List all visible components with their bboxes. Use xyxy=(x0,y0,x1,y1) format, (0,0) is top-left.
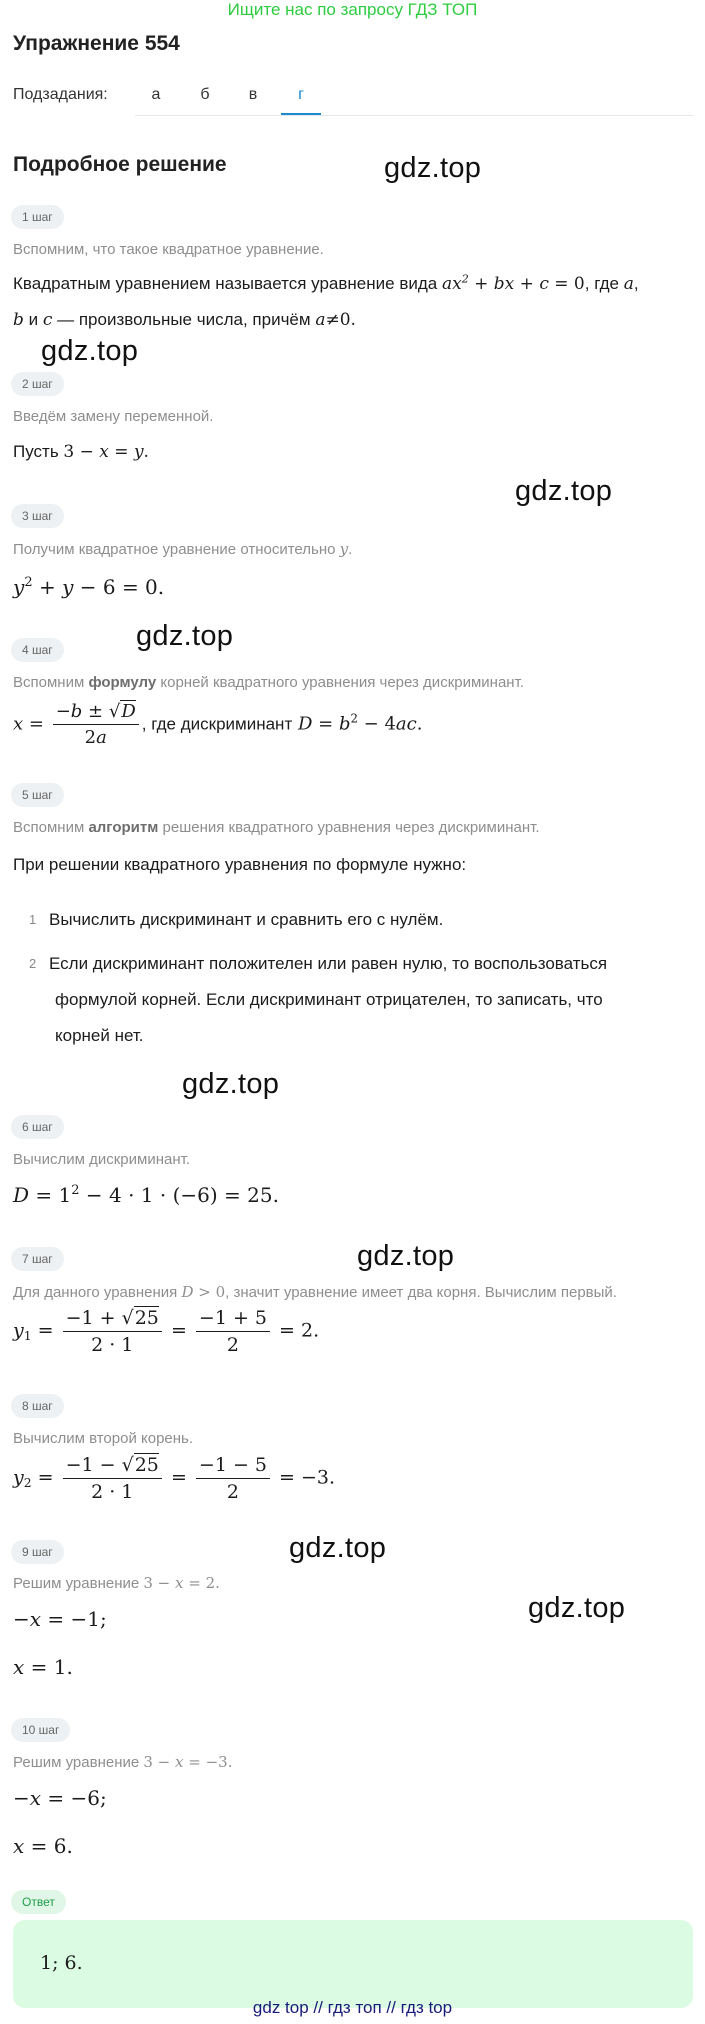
answer-badge: Ответ xyxy=(11,1890,66,1914)
step-hint: Вычислим второй корень. xyxy=(13,1430,194,1447)
footer-links[interactable]: gdz top // гдз топ // гдз top xyxy=(252,1998,453,2017)
page-title: Упражнение 554 xyxy=(13,32,180,55)
watermark: gdz.top xyxy=(136,620,234,652)
answer-box xyxy=(13,1920,693,2008)
list-item: Если дискриминант положителен или равен нулю, то воспользоваться xyxy=(49,954,608,973)
step-badge: 6 шаг xyxy=(11,1115,64,1139)
step-hint: Вспомним, что такое квадратное уравнение. xyxy=(13,241,324,258)
step-hint: Получим квадратное уравнение относительно y. xyxy=(13,540,353,558)
tab-subtask-b[interactable]: б xyxy=(200,86,210,103)
step-badge: 5 шаг xyxy=(11,783,64,807)
section-title: Подробное решение xyxy=(13,153,227,176)
equation: −x = −1; xyxy=(13,1607,107,1631)
equation: x = 6. xyxy=(13,1834,73,1858)
list-item: корней нет. xyxy=(55,1026,144,1045)
step-hint: Для данного уравнения D > 0, значит уравнение имеет два корня. Вычислим первый. xyxy=(13,1283,617,1301)
tabs-divider xyxy=(135,115,693,116)
step-text: Пусть 3 − x = y. xyxy=(13,442,149,462)
answer-value: 1; 6. xyxy=(40,1952,83,1974)
tab-subtask-a[interactable]: а xyxy=(151,86,161,103)
step-hint: Решим уравнение 3 − x = −3. xyxy=(13,1753,233,1771)
watermark: gdz.top xyxy=(357,1240,455,1272)
step-hint: Вычислим дискриминант. xyxy=(13,1151,190,1168)
step-badge: 1 шаг xyxy=(11,205,64,229)
formula-roots: x = $\frac{-b \pm √D}{2a}$ , где дискриминант $D = b^2 - 4ac$. xyxy=(13,701,423,748)
step-badge: 3 шаг xyxy=(11,504,64,528)
step-hint: Вспомним формулу корней квадратного уравнения через дискриминант. xyxy=(13,674,524,691)
step-badge: 9 шаг xyxy=(11,1540,64,1564)
watermark: gdz.top xyxy=(384,152,482,184)
step-badge: 2 шаг xyxy=(11,372,64,396)
promo-banner[interactable]: Ищите нас по запросу ГДЗ ТОП xyxy=(227,0,478,19)
watermark: gdz.top xyxy=(515,475,613,507)
tab-subtask-v[interactable]: в xyxy=(248,86,258,103)
watermark: gdz.top xyxy=(182,1068,280,1100)
tab-subtask-g[interactable]: г xyxy=(298,86,304,103)
watermark: gdz.top xyxy=(41,335,139,367)
step-hint: Решим уравнение 3 − x = 2. xyxy=(13,1574,220,1592)
step-badge: 8 шаг xyxy=(11,1394,64,1418)
list-item: формулой корней. Если дискриминант отрицателен, то записать, что xyxy=(55,990,603,1009)
active-tab-indicator xyxy=(281,113,321,115)
step-text: b и c — произвольные числа, причём a≠0. xyxy=(13,310,356,330)
step-badge: 10 шаг xyxy=(11,1718,70,1742)
equation: $D = 1^2 - 4 \cdot 1 \cdot (-6) = 25$. xyxy=(13,1183,279,1207)
subtasks-label: Подзадания: xyxy=(13,86,108,103)
equation: $y^2 + y - 6 = 0$. xyxy=(13,575,165,599)
step-badge: 7 шаг xyxy=(11,1247,64,1271)
list-number: 1 xyxy=(29,912,37,927)
algorithm-intro: При решении квадратного уравнения по формуле нужно: xyxy=(13,855,467,874)
step-hint: Вспомним алгоритм решения квадратного уравнения через дискриминант. xyxy=(13,819,540,836)
step-text: Квадратным уравнением называется уравнение вида $ax^2$ + bx + c = 0, где a, xyxy=(13,272,639,294)
watermark: gdz.top xyxy=(528,1592,626,1624)
step-hint: Введём замену переменной. xyxy=(13,408,214,425)
equation: $y_1$ = $\frac{-1 + √25}{2 \cdot 1}$ = $\frac{-1 + 5}{2}$ = 2. xyxy=(13,1307,320,1356)
step-badge: 4 шаг xyxy=(11,638,64,662)
equation: −x = −6; xyxy=(13,1786,107,1810)
watermark: gdz.top xyxy=(289,1532,387,1564)
equation: x = 1. xyxy=(13,1655,73,1679)
list-item: Вычислить дискриминант и сравнить его с нулём. xyxy=(49,910,444,929)
equation: $y_2$ = $\frac{-1 - √25}{2 \cdot 1}$ = $\frac{-1 - 5}{2}$ = −3. xyxy=(13,1454,336,1503)
list-number: 2 xyxy=(29,956,37,971)
